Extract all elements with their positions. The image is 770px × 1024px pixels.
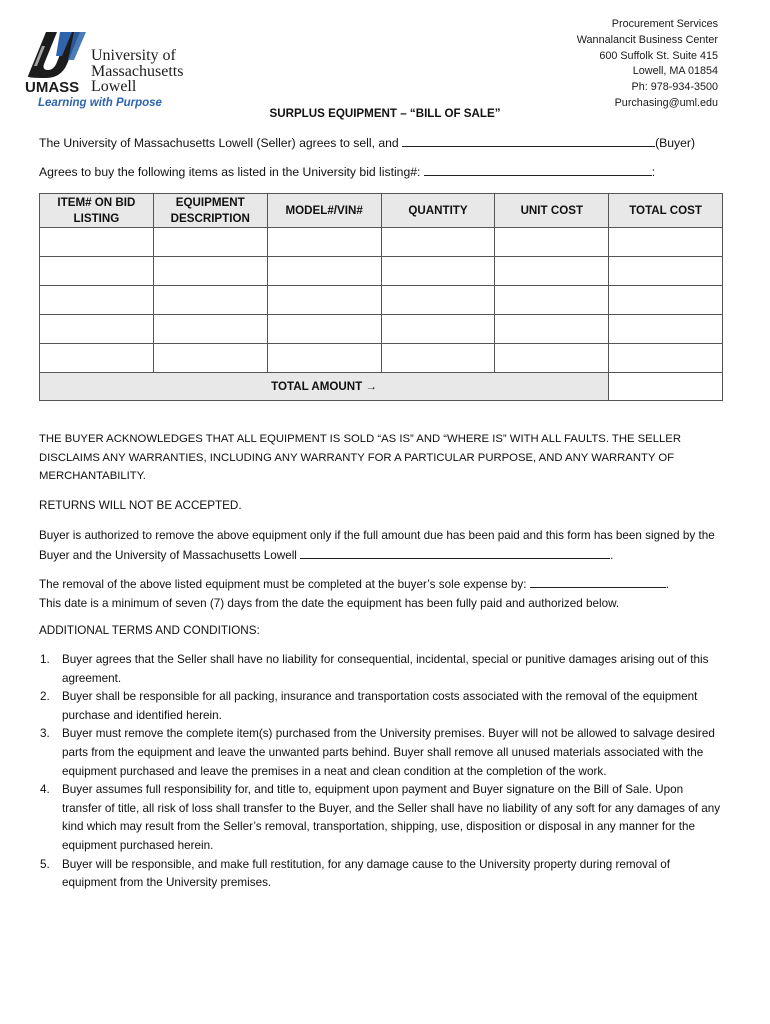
- procurement-address: Procurement Services Wannalancit Business Center 600 Suffolk St. Suite 415 Lowell, MA 01854 Ph: 978-934-3500 Purchasing@uml.edu: [577, 17, 718, 112]
- items-table: [39, 193, 723, 401]
- table-cell[interactable]: [40, 257, 154, 286]
- table-cell[interactable]: [153, 257, 267, 286]
- col-header-unit-cost: UNIT COST: [495, 194, 609, 228]
- table-row: [40, 315, 723, 344]
- list-item: 1. Buyer agrees that the Seller shall have no liability for consequential, incidental, special or punitive damages arising out of this agreement.: [40, 653, 709, 685]
- terms-list: [39, 651, 725, 893]
- table-row: [40, 257, 723, 286]
- table-cell[interactable]: [381, 286, 495, 315]
- table-cell[interactable]: [495, 344, 609, 373]
- as-is-disclaimer: THE BUYER ACKNOWLEDGES THAT ALL EQUIPMENT IS SOLD “AS IS” AND “WHERE IS” WITH ALL FAULTS. THE SELLER DISCLAIMS ANY WARRANTIES, INCLUDING ANY WARRANTY FOR A PARTICULAR PURPOSE, AND ANY WARRANTY OF MERCHANTABILITY.: [39, 433, 681, 482]
- table-cell[interactable]: [609, 257, 723, 286]
- table-cell[interactable]: [267, 257, 381, 286]
- total-amount-field[interactable]: [609, 373, 723, 401]
- buyer-name-field[interactable]: [402, 134, 655, 147]
- list-item: 3. Buyer must remove the complete item(s) purchased from the University premises. Buyer will not be allowed to salvage desired parts from the equipment and leave the unwanted parts behind. Buyer shall remove all unused materials associated with the equipment purchased and leave the premises in a neat and clean condition at the completion of the work.: [40, 727, 715, 778]
- table-row: [40, 344, 723, 373]
- table-cell[interactable]: [609, 315, 723, 344]
- table-cell[interactable]: [40, 286, 154, 315]
- table-row: [40, 286, 723, 315]
- signature-line[interactable]: [300, 546, 610, 559]
- additional-terms-heading: ADDITIONAL TERMS AND CONDITIONS:: [39, 624, 260, 637]
- total-row: [40, 373, 723, 401]
- table-cell[interactable]: [153, 286, 267, 315]
- bid-listing-statement: Agrees to buy the following items as listed in the University bid listing#: :: [39, 165, 656, 179]
- table-header-row: [40, 194, 723, 228]
- table-cell[interactable]: [381, 315, 495, 344]
- list-item: 2. Buyer shall be responsible for all packing, insurance and transportation costs associated with the removal of the equipment purchase and identified herein.: [40, 690, 698, 722]
- table-cell[interactable]: [267, 286, 381, 315]
- page-title: SURPLUS EQUIPMENT – “BILL OF SALE”: [269, 107, 501, 120]
- table-cell[interactable]: [40, 228, 154, 257]
- table-cell[interactable]: [153, 315, 267, 344]
- seller-statement: The University of Massachusetts Lowell (Seller) agrees to sell, and (Buyer): [39, 136, 696, 150]
- table-cell[interactable]: [609, 286, 723, 315]
- table-cell[interactable]: [267, 228, 381, 257]
- table-cell[interactable]: [495, 315, 609, 344]
- table-cell[interactable]: [495, 257, 609, 286]
- list-item: 4. Buyer assumes full responsibility for, and title to, equipment upon payment and Buyer signature on the Bill of Sale. Upon transfer of title, all risk of loss shall transfer to the Buyer, and the Seller shall have no liability of any soft for any damages of any kind which may result from the Seller’s removal, transportation, shipping, use, disposition or disposal in any manner for the equipment purchased herein.: [40, 783, 721, 852]
- table-cell[interactable]: [495, 286, 609, 315]
- umass-u-mark-icon: [24, 26, 90, 78]
- table-cell[interactable]: [495, 228, 609, 257]
- table-cell[interactable]: [153, 228, 267, 257]
- removal-paragraph: The removal of the above listed equipment must be completed at the buyer’s sole expense by: . This date is a minimum of seven (7) days from the date the equipment has been fully paid and authorized below.: [39, 575, 729, 613]
- table-cell[interactable]: [40, 344, 154, 373]
- table-cell[interactable]: [267, 315, 381, 344]
- university-name: University of Massachusetts Lowell: [91, 47, 184, 95]
- removal-date-field[interactable]: [530, 575, 666, 588]
- col-header-description: EQUIPMENT DESCRIPTION: [153, 194, 267, 228]
- col-header-item: ITEM# ON BID LISTING: [40, 194, 154, 228]
- col-header-quantity: QUANTITY: [381, 194, 495, 228]
- table-cell[interactable]: [609, 228, 723, 257]
- table-row: [40, 228, 723, 257]
- tagline: Learning with Purpose: [38, 97, 162, 109]
- removal-date-note: This date is a minimum of seven (7) days from the date the equipment has been fully paid and authorized below.: [39, 596, 620, 610]
- table-cell[interactable]: [381, 228, 495, 257]
- table-cell[interactable]: [381, 344, 495, 373]
- umass-lowell-logo: [24, 26, 194, 112]
- table-cell[interactable]: [153, 344, 267, 373]
- bid-listing-number-field[interactable]: [424, 163, 652, 176]
- authorization-paragraph: Buyer is authorized to remove the above equipment only if the full amount due has been paid and this form has been signed by the Buyer and the University of Massachusetts Lowell .: [39, 529, 715, 562]
- col-header-total-cost: TOTAL COST: [609, 194, 723, 228]
- total-amount-label: TOTAL AMOUNT →: [40, 373, 609, 401]
- table-cell[interactable]: [267, 344, 381, 373]
- table-cell[interactable]: [40, 315, 154, 344]
- umass-wordmark: UMASS: [25, 79, 80, 96]
- table-cell[interactable]: [609, 344, 723, 373]
- list-item: 5. Buyer will be responsible, and make full restitution, for any damage cause to the University property during removal of equipment from the University premises.: [40, 857, 671, 890]
- col-header-model: MODEL#/VIN#: [267, 194, 381, 228]
- returns-notice: RETURNS WILL NOT BE ACCEPTED.: [39, 499, 242, 512]
- table-cell[interactable]: [381, 257, 495, 286]
- email-link[interactable]: Purchasing@uml.edu: [614, 96, 718, 109]
